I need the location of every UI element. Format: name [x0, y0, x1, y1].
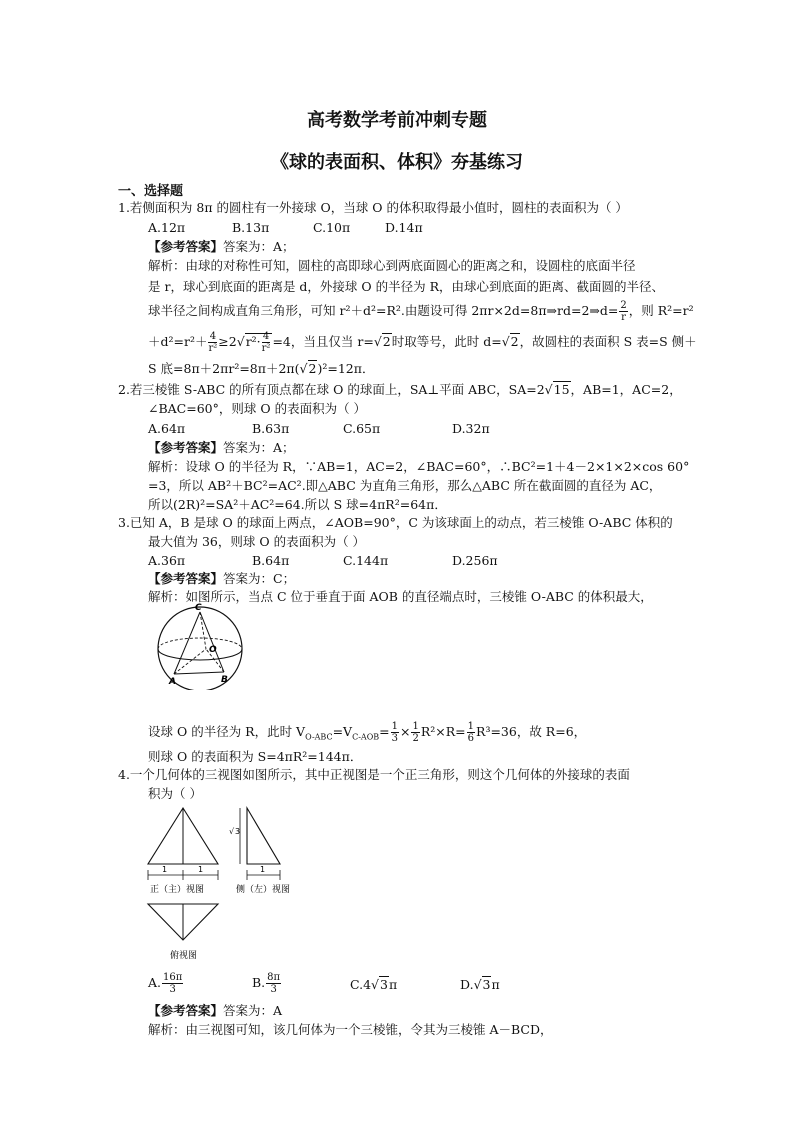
sphere-figure — [148, 600, 252, 690]
q1-analysis-line1: 解析：由球的对称性可知，圆柱的高即球心到两底面圆心的距离之和，设圆柱的底面半径 — [148, 258, 636, 273]
answer-tag: 【参考答案】 — [148, 571, 224, 586]
q3-option-d: D.256π — [452, 553, 498, 568]
q1-analysis-line5: S 底=8π＋2πr²=8π＋2π(√2)²=12π． — [148, 361, 375, 376]
svg-text:3: 3 — [235, 827, 241, 836]
q2-option-a: A.64π — [148, 421, 186, 436]
q4-option-a: A. $\frac{16\pi}{3}$ — [148, 972, 183, 995]
label-b: B — [221, 675, 228, 685]
side-view-label: 侧（左）视图 — [236, 885, 291, 895]
q1-option-b: B.13π — [232, 220, 270, 235]
q1-analysis-line2: 是 r，球心到底面的距离是 d，外接球 O 的半径为 R，由球心到底面的距离、截面圆的半径、 — [148, 279, 665, 294]
label-a: A — [169, 677, 176, 687]
q3-stem-line1: 3.已知 A，B 是球 O 的球面上两点，∠AOB=90°，C 为该球面上的动点，若三棱锥 O-ABC 体积的 — [118, 515, 673, 530]
q1-option-c: C.10π — [313, 220, 351, 235]
q1-answer — [148, 238, 295, 256]
q4-option-d: D.√3π — [460, 977, 500, 992]
q1-stem: 1.若侧面积为 8π 的圆柱有一外接球 O，当球 O 的体积取得最小值时，圆柱的表面积为（ ） — [118, 200, 628, 215]
svg-text:√: √ — [229, 827, 235, 836]
fraction: $\frac{4}{\text{r²}}$ — [208, 331, 218, 354]
q3-option-b: B.64π — [252, 553, 290, 568]
top-view-label: 俯视图 — [170, 951, 198, 961]
section-heading: 一、选择题 — [118, 184, 184, 199]
sqrt-expression: √r²· $\frac{4}{\text{r²}}$ — [236, 331, 271, 354]
q2-analysis-line2: =3，所以 AB²＋BC²=AC².即△ABC 为直角三角形，那么△ABC 所在截面圆的直径为 AC， — [148, 478, 662, 493]
q3-answer — [148, 570, 295, 588]
q2-option-b: B.63π — [252, 421, 290, 436]
q2-stem-line1: 2.若三棱锥 S-ABC 的所有顶点都在球 O 的球面上，SA⊥平面 ABC，SA=2√15，AB=1，AC=2， — [118, 382, 682, 397]
q4-option-b: B. $\frac{8\pi}{3}$ — [252, 972, 281, 995]
svg-text:1: 1 — [198, 865, 204, 874]
q2-analysis-line1: 解析：设球 O 的半径为 R，∵AB=1，AC=2，∠BAC=60°，∴BC²=1＋4－2×1×2×cos 60° — [148, 459, 690, 474]
answer-tag: 【参考答案】 — [148, 239, 224, 254]
q4-stem-line1: 4.一个几何体的三视图如图所示，其中正视图是一个正三角形，则这个几何体的外接球的表面 — [118, 767, 630, 782]
fraction: $\frac{8\pi}{3}$ — [267, 972, 281, 995]
q1-analysis-line3: 球半径之间构成直角三角形，可知 r²＋d²=R².由题设可得 2πr×2d=8π⇒rd=2⇒d= $\frac{2}{r}$ ，则 R²=r² — [148, 300, 694, 323]
q1-analysis-line4: ＋d²=r²＋ $\frac{4}{\text{r²}}$ ≥2√r²· $\frac{4}{\text{r²}}$ =4，当且仅当 r=√2时取等号，此时 d=√2，故圆柱的表面积 S 表=S 侧＋ — [148, 331, 697, 354]
q2-analysis-line3: 所以(2R)²=SA²＋AC²=64.所以 S 球=4πR²=64π． — [148, 497, 447, 512]
q4-answer — [148, 1002, 282, 1020]
fraction: $\frac{1}{2}$ — [412, 721, 419, 744]
page-title: 高考数学考前冲刺专题 — [307, 110, 487, 131]
q3-analysis-line3: 则球 O 的表面积为 S=4πR²=144π． — [148, 749, 363, 764]
three-view-figure — [140, 800, 320, 966]
q2-option-c: C.65π — [343, 421, 381, 436]
q3-analysis-line1: 解析：如图所示，当点 C 位于垂直于面 AOB 的直径端点时，三棱锥 O-ABC 的体积最大， — [148, 589, 653, 604]
front-view-label: 正（主）视图 — [150, 885, 205, 895]
fraction: $\frac{1}{6}$ — [467, 721, 475, 744]
q1-answer-text: 答案为：A； — [223, 239, 295, 254]
q2-stem-line2: ∠BAC=60°，则球 O 的表面积为（ ） — [148, 401, 367, 416]
label-o: O — [209, 645, 217, 655]
page-subtitle: 《球的表面积、体积》夯基练习 — [271, 152, 523, 173]
q3-answer-text: 答案为：C； — [223, 571, 296, 586]
svg-text:1: 1 — [260, 865, 266, 874]
answer-tag: 【参考答案】 — [148, 1003, 224, 1018]
q4-answer-text: 答案为：A — [223, 1003, 283, 1018]
q4-analysis-line1: 解析：由三视图可知，该几何体为一个三棱锥，令其为三棱锥 A－BCD， — [148, 1022, 553, 1037]
fraction: $\frac{1}{3}$ — [391, 721, 398, 744]
answer-tag: 【参考答案】 — [148, 440, 224, 455]
q2-answer — [148, 439, 295, 457]
q4-stem-line2: 积为（ ） — [148, 786, 202, 801]
svg-text:1: 1 — [162, 865, 168, 874]
q1-option-a: A.12π — [148, 220, 186, 235]
q3-option-a: A.36π — [148, 553, 186, 568]
label-c: C — [195, 603, 202, 613]
q4-option-c: C.4√3π — [350, 977, 398, 992]
q2-answer-text: 答案为：A； — [223, 440, 295, 455]
q2-option-d: D.32π — [452, 421, 490, 436]
q3-stem-line2: 最大值为 36，则球 O 的表面积为（ ） — [148, 534, 366, 549]
side-view-triangle — [247, 808, 280, 864]
fraction: $\frac{16\pi}{3}$ — [163, 972, 183, 995]
q3-option-c: C.144π — [343, 553, 389, 568]
q3-analysis-line2: 设球 O 的半径为 R，此时 $V_{O-ABC}=V_{C-AOB}=$ $\frac{1}{3}$ × $\frac{1}{2}$ R²×R= $\frac{1}{6}$ R³=36，故 R=6， — [148, 721, 587, 744]
q1-option-d: D.14π — [385, 220, 423, 235]
fraction: $\frac{2}{r}$ — [620, 300, 627, 323]
